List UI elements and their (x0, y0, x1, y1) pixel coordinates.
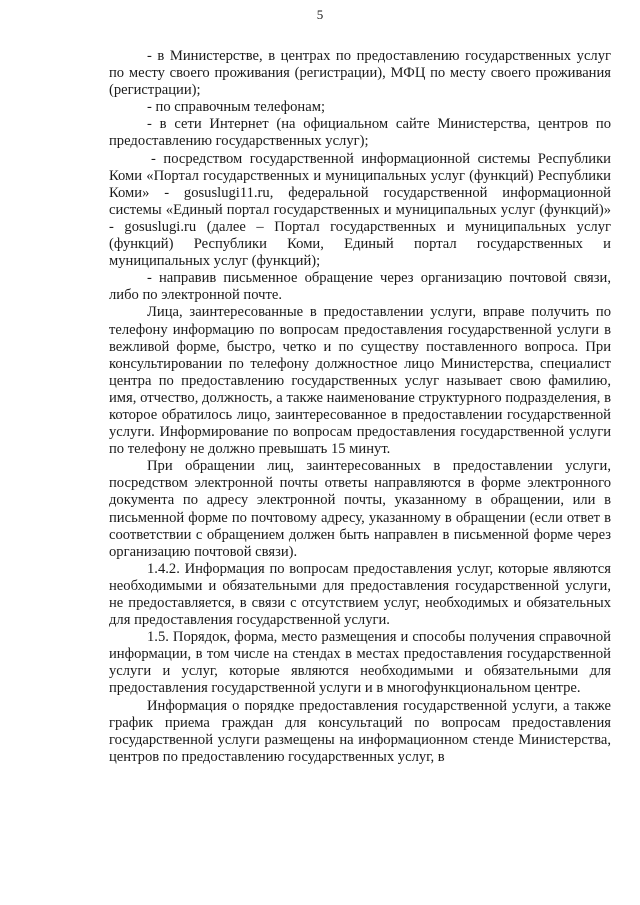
paragraph-bullet-internet: - в сети Интернет (на официальном сайте Министерства, центров по предоставлению государственных услуг); (109, 116, 611, 150)
paragraph-email-requests: При обращении лиц, заинтересованных в предоставлении услуги, посредством электронной почты ответы направляются в форме электронного документа по адресу электронной почты, указанному в обращении, или в письменной форме по почтовому адресу, указанному в обращении (если ответ в соответствии с обращением должен быть направлен в письменной форме через организацию почтовой связи). (109, 458, 611, 560)
paragraph-bullet-portal: - посредством государственной информационной системы Республики Коми «Портал государственных и муниципальных услуг (функций) Республики Коми» - gosuslugi11.ru, федеральной государственной информационной системы «Единый портал государственных и муниципальных услуг (функций)» - gosuslugi.ru (далее – Портал государственных и муниципальных услуг (функций) Республики Коми, Единый портал государственных и муниципальных услуг (функций); (109, 150, 611, 270)
paragraph-phone-consulting: Лица, заинтересованные в предоставлении услуги, вправе получить по телефону информацию по вопросам предоставления государственной услуги в вежливой форме, быстро, четко и по существу поставленного вопроса. При консультировании по телефону должностное лицо Министерства, специалист центра по предоставлению государственных услуг называет свою фамилию, имя, отчество, должность, а также наименование структурного подразделения, в которое обратилось лицо, заинтересованное в предоставлении государственной услуги. Информирование по вопросам предоставления государственной услуги по телефону не должно превышать 15 минут. (109, 304, 611, 458)
document-body (109, 48, 611, 766)
paragraph-bullet-mail: - направив письменное обращение через организацию почтовой связи, либо по электронной почте. (109, 270, 611, 304)
paragraph-bullet-ministry: - в Министерстве, в центрах по предоставлению государственных услуг по месту своего проживания (регистрации), МФЦ по месту своего проживания (регистрации); (109, 48, 611, 99)
paragraph-info-stand: Информация о порядке предоставления государственной услуги, а также график приема граждан для консультаций по вопросам предоставления государственной услуги размещены на информационном стенде Министерства, центров по предоставлению государственных услуг, в (109, 697, 611, 765)
paragraph-bullet-phones: - по справочным телефонам; (147, 99, 325, 116)
paragraph-section-1-4-2: 1.4.2. Информация по вопросам предоставления услуг, которые являются необходимыми и обязательными для предоставления государственной услуги, не предоставляется, в связи с отсутствием услуг, необходимых и обязательных для предоставления государственной услуги. (109, 560, 611, 629)
paragraph-section-1-5: 1.5. Порядок, форма, место размещения и способы получения справочной информации, в том числе на стендах в местах предоставления государственной услуги и услуг, которые являются необходимыми и обязательными для предоставления государственной услуги и в многофункциональном центре. (109, 629, 611, 697)
page-number: 5 (316, 7, 324, 22)
